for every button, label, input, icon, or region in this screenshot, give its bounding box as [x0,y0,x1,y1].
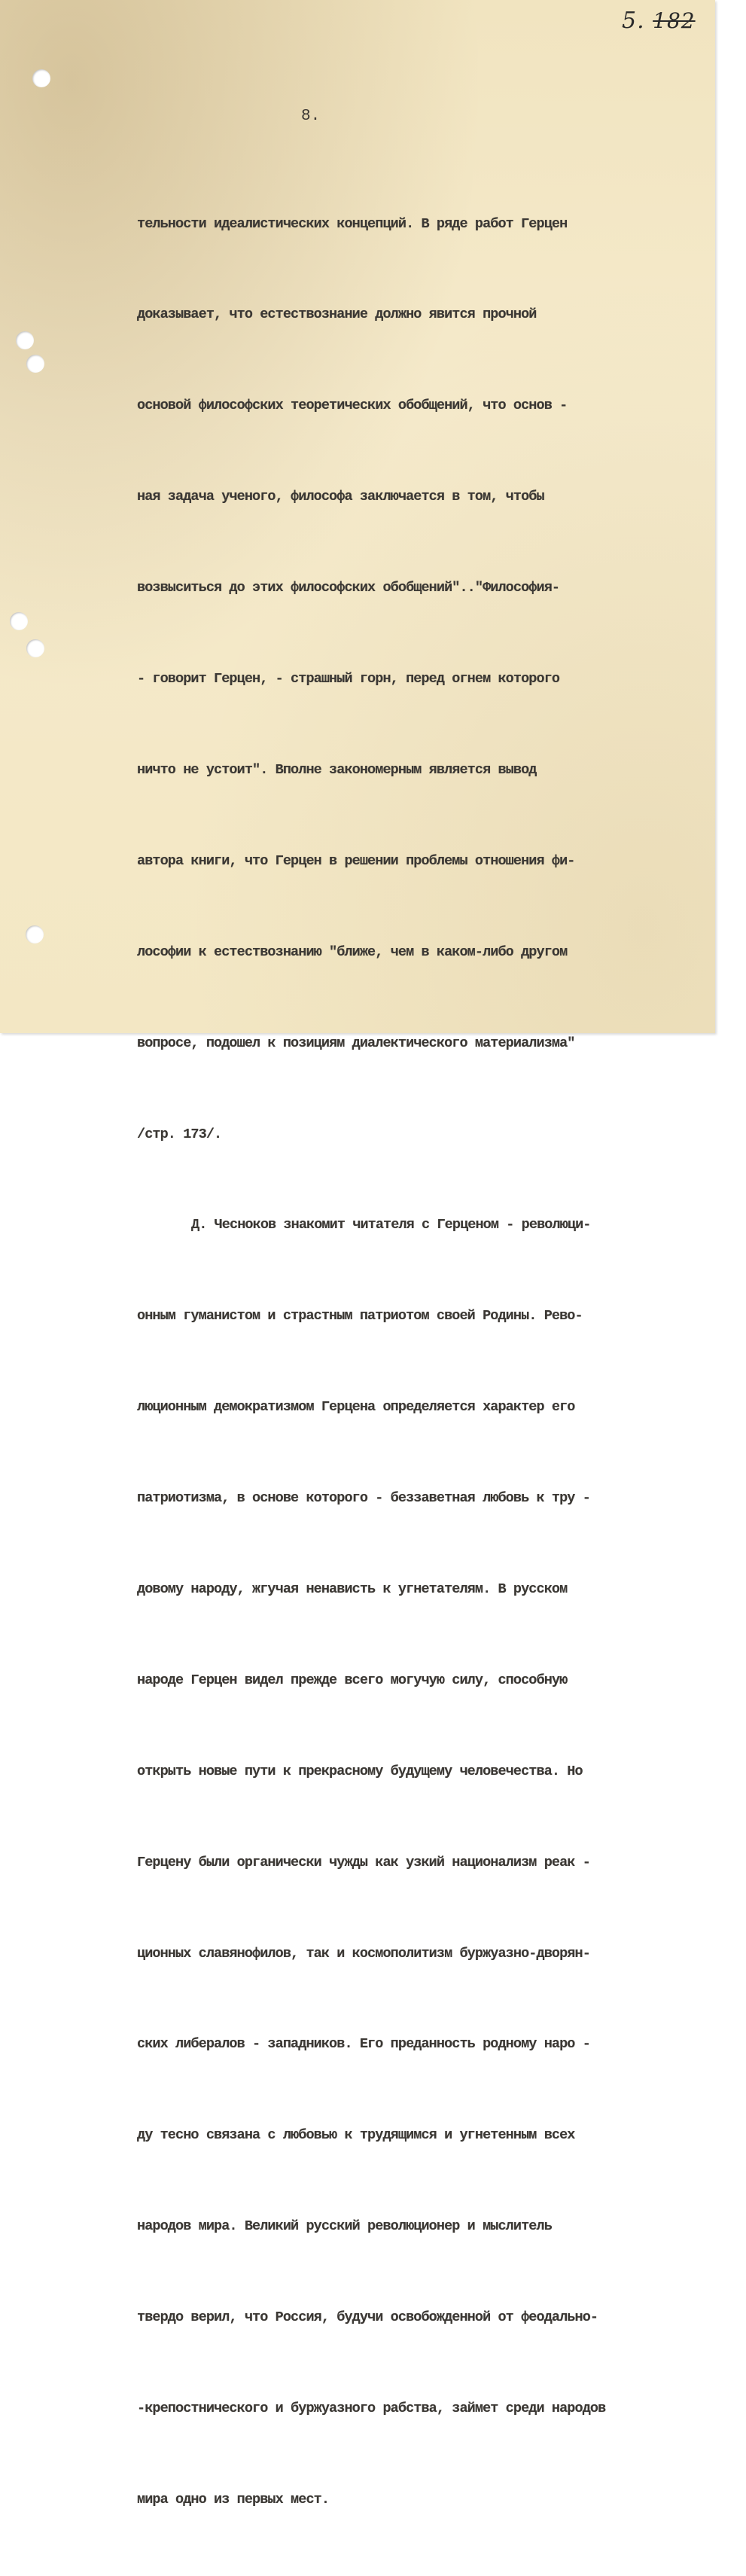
text-line: вопросе, подошел к позициям диалектического материализма" [137,1035,575,1051]
punch-hole [16,331,34,349]
text-line: открыть новые пути к прекрасному будущему человечества. Но [137,1763,583,1779]
text-line: автора книги, что Герцен в решении проблемы отношения фи- [137,852,575,869]
text-line: люционным демократизмом Герцена определяется характер его [137,1399,575,1416]
text-line: мира одно из первых мест. [137,2491,330,2507]
handwritten-number: 5. [622,8,645,34]
handwritten-archive-number [622,8,696,34]
text-line: лософии к естествознанию "ближе, чем в каком-либо другом [137,944,568,960]
text-line: онным гуманистом и страстным патриотом своей Родины. Рево- [137,1308,583,1325]
handwritten-struck-number: 182 [653,8,696,33]
text-line: возвыситься до этих философских обобщений".."Философия- [137,580,560,596]
text-line: основой философских теоретических обобщений, что основ - [137,398,568,414]
body-text [137,148,698,2576]
text-line: ских либералов - западников. Его преданность родному наро - [137,2036,590,2053]
punch-hole [32,69,50,87]
text-line: ционных славянофилов, так и космополитизм буржуазно-дворян- [137,1945,590,1962]
text-line: -крепостнического и буржуазного рабства, займет среди народов [137,2400,606,2416]
punch-hole [26,925,44,944]
punch-hole [10,612,28,630]
text-line-paragraph-start: Д. Чесноков знакомит читателя с Герценом - революци- [191,1217,591,1233]
text-line: /стр. 173/. [137,1126,222,1142]
punch-hole [26,639,44,657]
text-line: довому народу, жгучая ненависть к угнетателям. В русском [137,1581,568,1597]
text-line: тельности идеалистических концепций. В ряде работ Герцен [137,215,568,232]
text-line: народов мира. Великий русский революционер и мыслитель [137,2218,552,2235]
punch-hole [26,355,44,373]
text-line: ничто не устоит". Вполне закономерным является вывод [137,761,537,778]
page-number: 8. [301,108,321,125]
text-line: ду тесно связана с любовью к трудящимся и угнетенным всех [137,2127,575,2144]
text-line: ная задача ученого, философа заключается в том, чтобы [137,489,544,505]
text-line: патриотизма, в основе которого - беззаветная любовь к тру - [137,1490,590,1507]
text-line: доказывает, что естествознание должно явится прочной [137,306,537,323]
text-line: - говорит Герцен, - страшный горн, перед огнем которого [137,671,560,687]
text-line: народе Герцен видел прежде всего могучую силу, способную [137,1672,568,1688]
text-line: Герцену были органически чужды как узкий национализм реак - [137,1854,590,1870]
text-line: твердо верил, что Россия, будучи освобожденной от феодально- [137,2309,598,2326]
